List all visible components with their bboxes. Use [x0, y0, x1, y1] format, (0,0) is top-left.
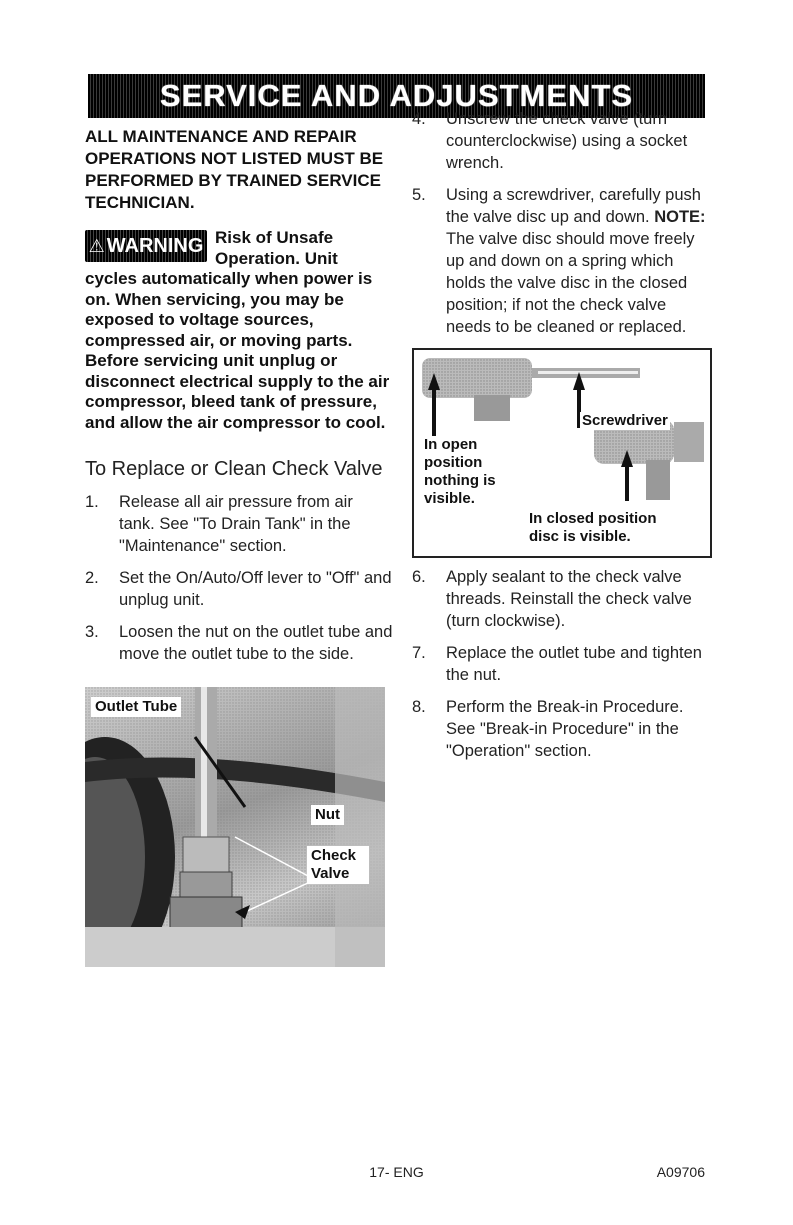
valve-disc-photo [412, 348, 712, 558]
label-screwdriver: Screwdriver [582, 412, 668, 429]
step-number: 5. [412, 186, 426, 204]
label-open-position: In open position nothing is visible. [424, 436, 496, 507]
steps-list-left [85, 491, 393, 665]
step-number: 7. [412, 644, 426, 662]
label-closed-position: In closed position disc is visible. [529, 510, 657, 545]
warning-text: Risk of Unsafe Operation. Unit cycles automatically when power is on. When servicing, you may be exposed to voltage sources, compressed air, or moving parts. Before servicing unit unplug or disconnect electrical supply to the air compressor, bleed tank of pressure, and allow the air compressor to cool. [85, 228, 390, 432]
step-item [85, 567, 393, 611]
step-text: Unscrew the check valve (turn counterclockwise) using a socket wrench. [446, 110, 688, 172]
step-item [85, 621, 393, 665]
step-number: 6. [412, 568, 426, 586]
label-nut: Nut [311, 805, 344, 825]
step-text-after: The valve disc should move freely up and down on a spring which holds the valve disc in the closed position; if not the check valve needs to be cleaned or replaced. [446, 230, 695, 336]
warning-block [85, 228, 393, 433]
step-number: 3. [85, 623, 99, 641]
document-code: A09706 [656, 1164, 705, 1180]
step-text-before: Using a screwdriver, carefully push the valve disc up and down. [446, 186, 701, 226]
warning-badge-label: WARNING [106, 234, 204, 257]
step-number: 2. [85, 569, 99, 587]
step-item [412, 108, 712, 174]
step-number: 4. [412, 110, 426, 128]
label-check-valve: Check Valve [307, 846, 369, 884]
check-valve-illustration [85, 687, 385, 967]
step-item [412, 566, 712, 632]
step-text: Release all air pressure from air tank. See "To Drain Tank" in the "Maintenance" section. [119, 493, 353, 555]
warning-badge [85, 230, 207, 262]
step-number: 1. [85, 493, 99, 511]
step-text: Apply sealant to the check valve threads. Reinstall the check valve (turn clockwise). [446, 568, 692, 630]
label-outlet-tube: Outlet Tube [91, 697, 181, 717]
step-text: Set the On/Auto/Off lever to "Off" and unplug unit. [119, 569, 392, 609]
steps-list-right [412, 108, 712, 338]
maintenance-notice: ALL MAINTENANCE AND REPAIR OPERATIONS NOT LISTED MUST BE PERFORMED BY TRAINED SERVICE TECHNICIAN. [85, 127, 384, 212]
step-item [412, 642, 712, 686]
page-title: SERVICE AND ADJUSTMENTS [159, 78, 634, 113]
check-valve-photo [85, 687, 385, 967]
right-column [412, 108, 712, 772]
step-text: Loosen the nut on the outlet tube and move the outlet tube to the side. [119, 623, 393, 663]
step-item [412, 696, 712, 762]
page-number: 17- ENG [369, 1164, 424, 1180]
step-number: 8. [412, 698, 426, 716]
left-column [85, 126, 393, 967]
steps-list-right-lower [412, 566, 712, 762]
note-label: NOTE: [654, 208, 706, 226]
step-item [85, 491, 393, 557]
step-item [412, 184, 712, 338]
section-heading: To Replace or Clean Check Valve [85, 458, 383, 480]
step-text: Perform the Break-in Procedure. See "Break-in Procedure" in the "Operation" section. [446, 698, 684, 760]
step-text: Replace the outlet tube and tighten the nut. [446, 644, 702, 684]
warning-triangle-icon: ⚠ [88, 235, 105, 256]
